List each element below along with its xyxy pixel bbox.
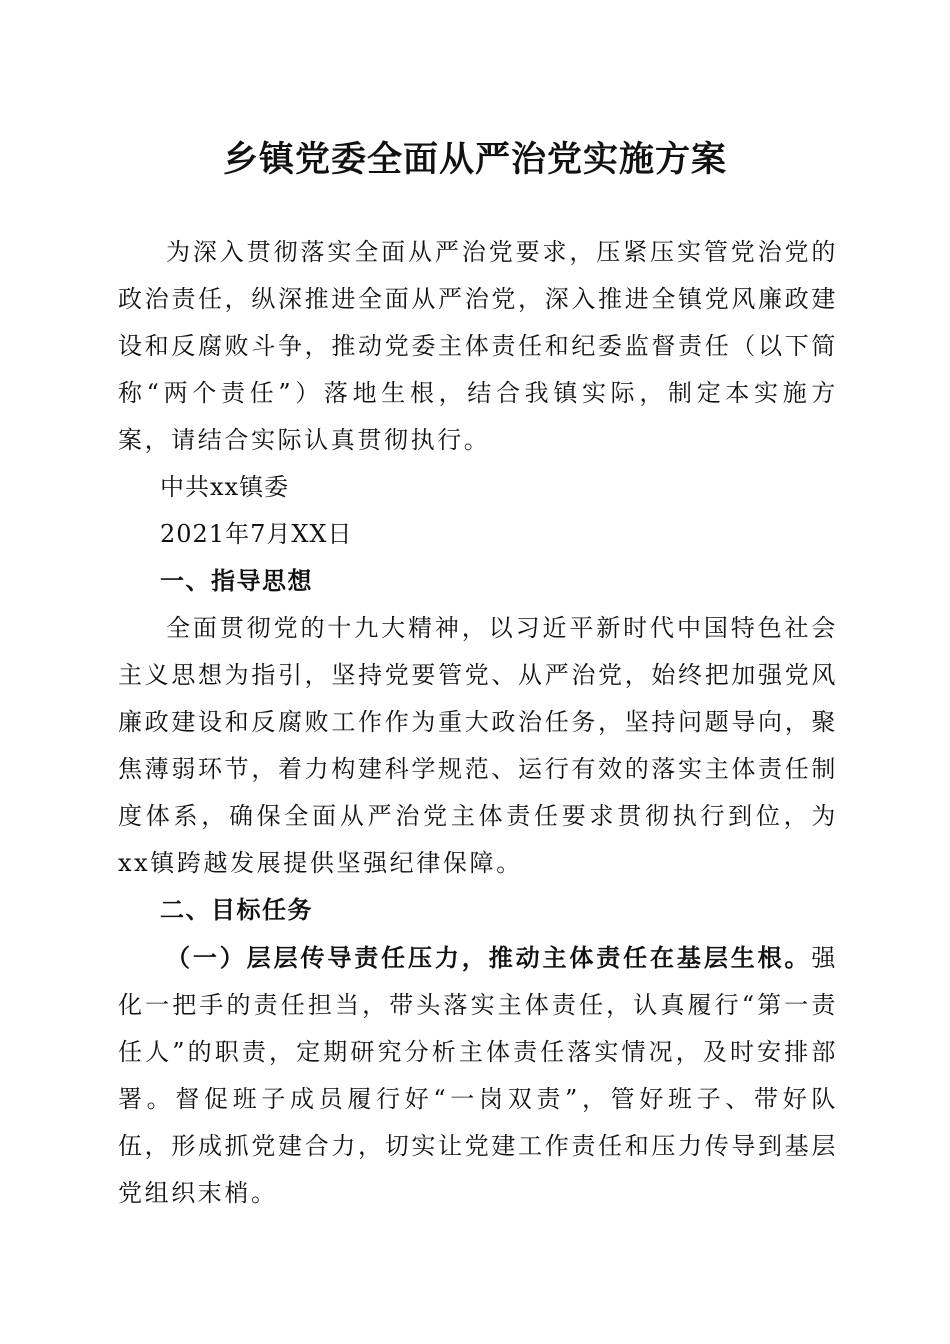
guiding-ideology-paragraph: 全面贯彻党的十九大精神，以习近平新时代中国特色社会主义思想为指引，坚持党要管党、从严治党，始终把加强党风廉政建设和反腐败工作作为重大政治任务，坚持问题导向，聚焦薄弱环节，着力构建科学规范、运行有效的落实主体责任制度体系，确保全面从严治党主体责任要求贯彻执行到位，为xx镇跨越发展提供坚强纪律保障。 xyxy=(118,614,838,877)
issuer-line: 中共xx镇委 xyxy=(160,473,290,501)
task-item-1-paragraph xyxy=(118,934,838,1217)
intro-paragraph: 为深入贯彻落实全面从严治党要求，压紧压实管党治党的政治责任，纵深推进全面从严治党，深入推进全镇党风廉政建设和反腐败斗争，推动党委主体责任和纪委监督责任（以下简称“两个责任”）落地生根，结合我镇实际，制定本实施方案，请结合实际认真贯彻执行。 xyxy=(118,238,838,454)
document-body xyxy=(118,229,838,1217)
task-item-1-body: 强化一把手的责任担当，带头落实主体责任，认真履行“第一责任人”的职责，定期研究分析主体责任落实情况，及时安排部署。督促班子成员履行好“一岗双责”，管好班子、带好队伍，形成抓党建合力，切实让党建工作责任和压力传导到基层党组织末梢。 xyxy=(118,944,838,1207)
document-title: 乡镇党委全面从严治党实施方案 xyxy=(222,140,727,180)
section-heading-goals-tasks: 二、目标任务 xyxy=(160,896,313,924)
date-line: 2021年7月XX日 xyxy=(160,520,353,548)
task-item-1-heading: （一）层层传导责任压力，推动主体责任在基层生根。 xyxy=(166,943,812,972)
section-heading-guiding-ideology: 一、指导思想 xyxy=(160,567,313,595)
